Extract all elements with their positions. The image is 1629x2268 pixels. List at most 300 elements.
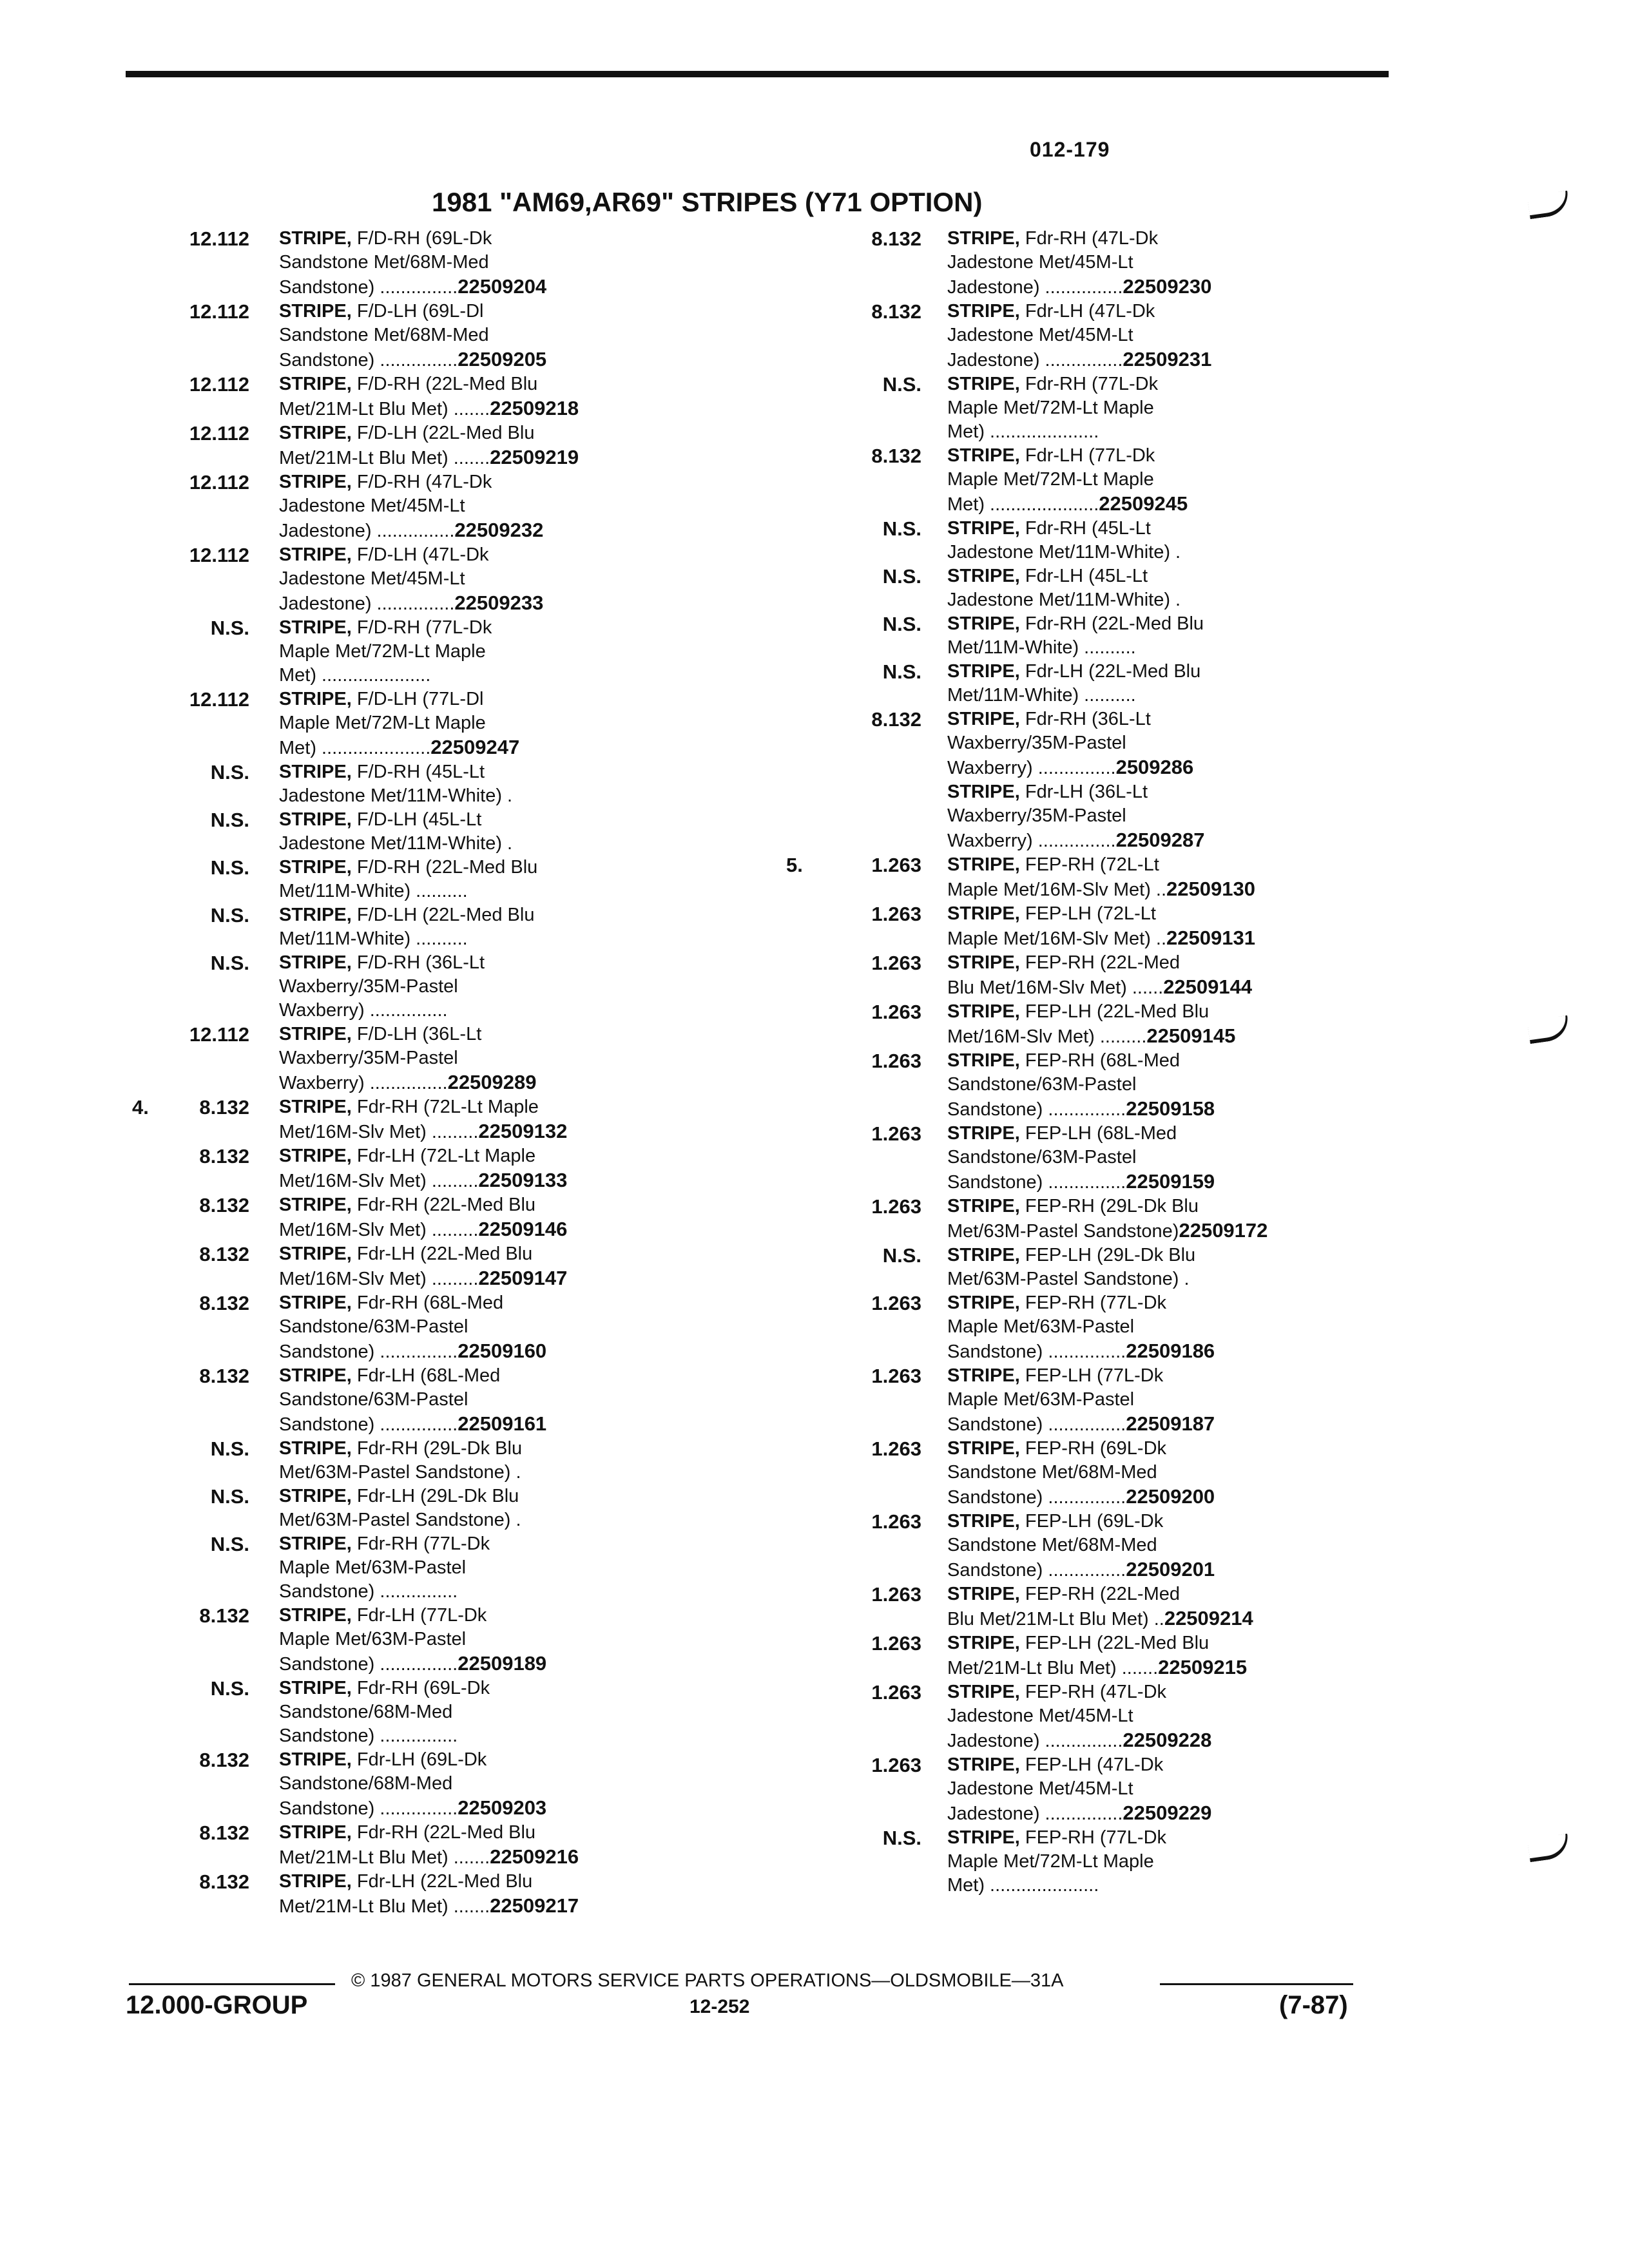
part-description: [947, 780, 1405, 853]
part-description: [947, 1291, 1405, 1364]
part-number: 22509160: [458, 1340, 547, 1362]
part-number: 22509233: [454, 591, 544, 614]
description-line: [947, 1680, 1405, 1704]
description-text: Jadestone Met/11M-White) .: [279, 785, 513, 806]
part-name: STRIPE,: [279, 1195, 352, 1215]
part-name: STRIPE,: [279, 1533, 352, 1554]
description-line: [279, 227, 725, 251]
description-text: Sandstone/63M-Pastel: [947, 1074, 1137, 1095]
part-name: STRIPE,: [279, 1871, 352, 1892]
part-description: [279, 421, 725, 470]
description-line: [947, 1049, 1405, 1073]
part-description: [279, 616, 725, 687]
part-number: 22509287: [1115, 829, 1205, 851]
description-line: [947, 828, 1405, 853]
left-column: [126, 227, 725, 1919]
part-description: [279, 1193, 725, 1242]
description-line: [947, 731, 1405, 755]
description-line: [279, 1532, 725, 1556]
description-text: Sandstone/63M-Pastel: [947, 1147, 1137, 1168]
description-text: Fdr-LH (45L-Lt: [1025, 566, 1148, 586]
description-line: [947, 444, 1405, 468]
parts-entry: [126, 1748, 725, 1821]
description-line: [947, 660, 1405, 684]
reference-number: N.S.: [210, 617, 249, 639]
description-text: FEP-RH (22L-Med: [1025, 1584, 1180, 1604]
part-name: STRIPE,: [947, 1050, 1020, 1071]
part-name: STRIPE,: [947, 1123, 1020, 1144]
illustration-group-number: 4.: [132, 1096, 149, 1119]
part-description: [279, 856, 725, 903]
part-description: [947, 300, 1405, 372]
parts-entry: [126, 1437, 725, 1485]
part-description: [947, 707, 1405, 780]
description-line: [279, 711, 725, 735]
description-text: F/D-LH (22L-Med Blu: [356, 905, 535, 925]
description-line: [279, 735, 725, 760]
description-line: [947, 1364, 1405, 1388]
reference-number: 8.132: [199, 1821, 249, 1844]
description-line: [279, 640, 725, 664]
description-line: [947, 707, 1405, 731]
part-description: [279, 372, 725, 421]
description-line: [279, 1821, 725, 1845]
parts-entry: [126, 951, 725, 1023]
part-number: 22509232: [454, 519, 544, 541]
description-text: Met/16M-Slv Met) .........: [279, 1171, 479, 1191]
description-text: Fdr-RH (22L-Med Blu: [1025, 613, 1204, 634]
part-description: [279, 808, 725, 856]
description-text: Met/63M-Pastel Sandstone) .: [947, 1269, 1190, 1289]
description-text: Sandstone) ...............: [947, 1172, 1126, 1193]
parts-entry: [126, 372, 725, 421]
description-text: Jadestone Met/45M-Lt: [279, 568, 465, 589]
revision-date: (7-87): [1279, 1991, 1348, 2019]
part-description: [279, 543, 725, 616]
reference-number: 8.132: [199, 1365, 249, 1387]
description-text: F/D-RH (22L-Med Blu: [356, 857, 538, 878]
part-name: STRIPE,: [947, 1511, 1020, 1532]
description-text: F/D-LH (36L-Lt: [356, 1024, 482, 1044]
description-line: [279, 470, 725, 494]
description-line: [947, 1291, 1405, 1315]
part-description: [279, 227, 725, 300]
footer-rule-right: [1160, 1983, 1353, 1985]
part-description: [947, 372, 1405, 444]
description-line: [279, 1437, 725, 1461]
description-line: [947, 1024, 1405, 1049]
reference-number: 12.112: [189, 227, 249, 250]
part-number: 22509132: [478, 1120, 568, 1142]
description-text: FEP-LH (72L-Lt: [1025, 903, 1156, 924]
description-line: [279, 1870, 725, 1894]
part-description: [947, 517, 1405, 564]
description-text: Sandstone) ...............: [279, 1725, 458, 1746]
description-line: [947, 323, 1405, 347]
description-line: [947, 612, 1405, 636]
description-line: [279, 856, 725, 879]
description-line: [947, 420, 1405, 444]
description-line: [947, 1146, 1405, 1169]
parts-entry: [126, 1677, 725, 1748]
part-number: 22509146: [478, 1218, 568, 1240]
parts-entry: [793, 1582, 1405, 1631]
description-text: Sandstone/68M-Med: [279, 1702, 453, 1722]
description-line: [279, 518, 725, 543]
description-line: [279, 903, 725, 927]
description-text: Fdr-RH (29L-Dk Blu: [356, 1438, 523, 1459]
description-text: Maple Met/16M-Slv Met) ..: [947, 879, 1167, 900]
description-text: Met/63M-Pastel Sandstone) .: [279, 1462, 521, 1483]
description-line: [947, 588, 1405, 612]
description-text: Fdr-LH (22L-Med Blu: [356, 1244, 533, 1264]
part-description: [947, 227, 1405, 300]
reference-number: 1.263: [871, 1754, 921, 1776]
description-text: Sandstone) ...............: [279, 1414, 458, 1435]
description-line: [279, 1845, 725, 1870]
part-description: [947, 1510, 1405, 1582]
description-text: Met/16M-Slv Met) .........: [947, 1026, 1147, 1047]
description-line: [947, 1850, 1405, 1874]
parts-entry: [793, 612, 1405, 660]
part-number: 22509215: [1158, 1656, 1248, 1678]
reference-number: 8.132: [199, 1096, 249, 1119]
parts-entry: [126, 1870, 725, 1919]
reference-number: N.S.: [882, 613, 921, 635]
description-text: Sandstone Met/68M-Med: [947, 1535, 1157, 1555]
page-code: 012-179: [1030, 138, 1110, 161]
description-line: [947, 1753, 1405, 1777]
part-name: STRIPE,: [947, 1682, 1020, 1702]
description-text: Met/16M-Slv Met) .........: [279, 1220, 479, 1240]
description-text: Fdr-RH (72L-Lt Maple: [356, 1097, 539, 1117]
part-name: STRIPE,: [279, 228, 352, 249]
description-text: FEP-LH (77L-Dk: [1025, 1365, 1164, 1386]
part-description: [947, 1000, 1405, 1049]
part-name: STRIPE,: [947, 1245, 1020, 1265]
description-line: [947, 492, 1405, 517]
part-number: 22509204: [458, 275, 547, 298]
description-text: F/D-RH (77L-Dk: [356, 617, 492, 638]
description-line: [279, 1700, 725, 1724]
description-line: [947, 372, 1405, 396]
parts-entry: [126, 856, 725, 903]
reference-number: N.S.: [210, 1437, 249, 1460]
description-line: [947, 1704, 1405, 1728]
description-line: [279, 445, 725, 470]
parts-entry: [126, 1604, 725, 1677]
part-description: [279, 687, 725, 760]
parts-entry: [126, 808, 725, 856]
part-number: 22509218: [490, 397, 579, 419]
reference-number: 12.112: [189, 1023, 249, 1046]
description-text: Fdr-RH (77L-Dk: [1025, 374, 1159, 394]
part-description: [947, 612, 1405, 660]
reference-number: N.S.: [210, 856, 249, 879]
part-description: [279, 1144, 725, 1193]
description-line: [947, 755, 1405, 780]
description-line: [947, 926, 1405, 951]
parts-entry: [793, 1680, 1405, 1753]
reference-number: N.S.: [210, 809, 249, 831]
parts-entry: [793, 1510, 1405, 1582]
description-line: [947, 1073, 1405, 1097]
description-line: [947, 274, 1405, 300]
description-text: Sandstone) ...............: [947, 1414, 1126, 1435]
description-text: Sandstone) ...............: [947, 1341, 1126, 1362]
description-text: Blu Met/21M-Lt Blu Met) ..: [947, 1609, 1164, 1629]
check-mark-icon: [1527, 1834, 1570, 1862]
part-name: STRIPE,: [947, 1196, 1020, 1216]
part-number: 22509145: [1146, 1024, 1236, 1047]
part-description: [947, 1364, 1405, 1437]
description-line: [947, 1097, 1405, 1122]
part-number: 22509219: [490, 446, 579, 468]
part-number: 22509245: [1099, 492, 1188, 515]
part-name: STRIPE,: [279, 1678, 352, 1698]
group-label: 12.000-GROUP: [126, 1991, 308, 2019]
reference-number: N.S.: [882, 565, 921, 588]
parts-entry: [126, 1023, 725, 1095]
reference-number: 8.132: [199, 1194, 249, 1216]
description-text: Jadestone) ...............: [279, 521, 455, 541]
reference-number: 1.263: [871, 1510, 921, 1533]
part-name: STRIPE,: [947, 661, 1020, 682]
reference-number: 1.263: [871, 1122, 921, 1145]
description-text: Met) .....................: [279, 665, 431, 686]
description-text: FEP-RH (47L-Dk: [1025, 1682, 1167, 1702]
reference-number: 8.132: [199, 1292, 249, 1314]
description-line: [947, 1631, 1405, 1655]
parts-entry: [793, 707, 1405, 780]
description-text: Sandstone Met/68M-Med: [947, 1462, 1157, 1483]
part-number: 22509289: [447, 1071, 537, 1093]
description-line: [947, 975, 1405, 1000]
part-number: 22509161: [458, 1412, 547, 1435]
parts-entry: [793, 1753, 1405, 1826]
part-number: 22509230: [1123, 275, 1212, 298]
part-number: 22509203: [458, 1796, 547, 1819]
description-line: [279, 687, 725, 711]
parts-entry: [793, 1291, 1405, 1364]
description-text: Sandstone Met/68M-Med: [279, 252, 489, 273]
description-text: Jadestone Met/11M-White) .: [947, 542, 1181, 562]
description-line: [947, 1533, 1405, 1557]
part-name: STRIPE,: [279, 809, 352, 830]
reference-number: 1.263: [871, 1292, 921, 1314]
description-line: [279, 421, 725, 445]
description-text: Fdr-RH (77L-Dk: [356, 1533, 490, 1554]
part-description: [279, 1291, 725, 1364]
reference-number: 8.132: [199, 1243, 249, 1265]
description-text: Met/16M-Slv Met) .........: [279, 1269, 479, 1289]
description-text: F/D-RH (47L-Dk: [356, 472, 492, 492]
part-name: STRIPE,: [279, 762, 352, 782]
description-line: [947, 1655, 1405, 1680]
description-line: [947, 1315, 1405, 1339]
description-line: [279, 372, 725, 396]
part-name: STRIPE,: [279, 857, 352, 878]
parts-entry: [126, 543, 725, 616]
description-text: Met/16M-Slv Met) .........: [279, 1122, 479, 1142]
check-mark-icon: [1527, 191, 1570, 219]
description-text: Jadestone Met/45M-Lt: [947, 252, 1133, 273]
parts-entry: [126, 1144, 725, 1193]
part-name: STRIPE,: [947, 903, 1020, 924]
description-text: F/D-LH (22L-Med Blu: [356, 423, 535, 443]
description-text: Jadestone Met/45M-Lt: [947, 1706, 1133, 1726]
part-name: STRIPE,: [947, 709, 1020, 729]
description-line: [279, 1023, 725, 1046]
part-name: STRIPE,: [947, 1754, 1020, 1775]
part-description: [947, 1753, 1405, 1826]
description-text: FEP-LH (22L-Med Blu: [1025, 1633, 1210, 1653]
description-line: [279, 784, 725, 808]
description-line: [279, 1556, 725, 1580]
description-line: [947, 517, 1405, 541]
part-description: [947, 1244, 1405, 1291]
reference-number: N.S.: [210, 904, 249, 927]
part-number: 22509159: [1126, 1170, 1215, 1193]
reference-number: N.S.: [210, 952, 249, 974]
description-line: [947, 1195, 1405, 1218]
description-line: [279, 1388, 725, 1412]
description-text: Sandstone/63M-Pastel: [279, 1316, 468, 1337]
part-description: [279, 1437, 725, 1485]
description-line: [947, 468, 1405, 492]
part-number: 22509158: [1126, 1097, 1215, 1120]
reference-number: 1.263: [871, 1001, 921, 1023]
description-text: Met) .....................: [947, 494, 1099, 515]
reference-number: 1.263: [871, 1050, 921, 1072]
parts-entry: [793, 564, 1405, 612]
parts-entry: [793, 1049, 1405, 1122]
description-line: [947, 1510, 1405, 1533]
description-text: Jadestone) ...............: [947, 277, 1123, 298]
description-line: [947, 1826, 1405, 1850]
part-number: 2509286: [1115, 756, 1194, 778]
description-line: [947, 1000, 1405, 1024]
part-number: 22509200: [1126, 1485, 1215, 1508]
description-text: Sandstone) ...............: [947, 1099, 1126, 1120]
description-text: Met/63M-Pastel Sandstone) .: [279, 1510, 521, 1530]
parts-entry: [126, 1821, 725, 1870]
description-text: F/D-RH (22L-Med Blu: [356, 374, 538, 394]
description-text: F/D-RH (69L-Dk: [356, 228, 492, 249]
parts-entry: [793, 227, 1405, 300]
part-description: [279, 1242, 725, 1291]
description-text: Met/21M-Lt Blu Met) .......: [279, 399, 490, 419]
description-line: [947, 1218, 1405, 1244]
description-line: [947, 1169, 1405, 1195]
description-text: FEP-LH (69L-Dk: [1025, 1511, 1164, 1532]
description-text: F/D-LH (69L-Dl: [356, 301, 484, 322]
description-line: [279, 1485, 725, 1508]
reference-number: N.S.: [882, 373, 921, 396]
parts-entry: [793, 1244, 1405, 1291]
description-line: [947, 1582, 1405, 1606]
description-text: Fdr-LH (47L-Dk: [1025, 301, 1155, 322]
part-name: STRIPE,: [947, 1293, 1020, 1313]
part-name: STRIPE,: [279, 1486, 352, 1506]
part-description: [279, 1532, 725, 1604]
reference-number: 12.112: [189, 373, 249, 396]
description-line: [279, 1796, 725, 1821]
part-description: [279, 1364, 725, 1437]
description-text: Jadestone) ...............: [279, 593, 455, 614]
description-text: Maple Met/72M-Lt Maple: [279, 713, 486, 733]
part-name: STRIPE,: [947, 952, 1020, 973]
description-text: Maple Met/63M-Pastel: [947, 1316, 1135, 1337]
reference-number: 1.263: [871, 1437, 921, 1460]
part-name: STRIPE,: [947, 1633, 1020, 1653]
part-number: 22509130: [1166, 878, 1255, 900]
description-text: Met/21M-Lt Blu Met) .......: [279, 1847, 490, 1868]
part-name: STRIPE,: [947, 782, 1020, 802]
description-line: [279, 1339, 725, 1364]
part-name: STRIPE,: [947, 518, 1020, 539]
description-text: Sandstone) ...............: [947, 1487, 1126, 1508]
reference-number: 1.263: [871, 952, 921, 974]
description-line: [279, 1266, 725, 1291]
part-description: [947, 853, 1405, 902]
description-line: [947, 1777, 1405, 1801]
description-text: Met/63M-Pastel Sandstone): [947, 1221, 1179, 1242]
description-line: [947, 1874, 1405, 1898]
parts-entry: [793, 1826, 1405, 1898]
reference-number: 8.132: [871, 300, 921, 323]
description-line: [279, 1217, 725, 1242]
description-line: [947, 1485, 1405, 1510]
description-text: F/D-LH (47L-Dk: [356, 544, 489, 565]
description-line: [279, 323, 725, 347]
part-description: [947, 951, 1405, 1000]
description-text: Fdr-LH (68L-Med: [356, 1365, 501, 1386]
right-column: [786, 227, 1405, 1898]
description-text: Met/11M-White) ..........: [947, 685, 1136, 706]
description-line: [947, 684, 1405, 707]
description-line: [279, 808, 725, 832]
description-text: Jadestone Met/45M-Lt: [279, 495, 465, 516]
description-text: Sandstone) ...............: [279, 1798, 458, 1819]
description-line: [279, 1242, 725, 1266]
part-name: STRIPE,: [279, 1024, 352, 1044]
description-text: Waxberry/35M-Pastel: [279, 976, 458, 997]
description-line: [947, 251, 1405, 274]
description-line: [947, 804, 1405, 828]
description-line: [279, 300, 725, 323]
description-line: [947, 1437, 1405, 1461]
part-name: STRIPE,: [947, 566, 1020, 586]
description-text: Maple Met/72M-Lt Maple: [279, 641, 486, 662]
description-text: Met/21M-Lt Blu Met) .......: [279, 448, 490, 468]
description-line: [947, 780, 1405, 804]
description-text: FEP-RH (77L-Dk: [1025, 1827, 1167, 1848]
reference-number: 1.263: [871, 1195, 921, 1218]
description-text: Sandstone Met/68M-Med: [279, 325, 489, 345]
description-text: Sandstone) ...............: [279, 1654, 458, 1675]
description-line: [947, 1461, 1405, 1485]
description-line: [947, 347, 1405, 372]
part-name: STRIPE,: [947, 854, 1020, 875]
part-name: STRIPE,: [947, 228, 1020, 249]
description-line: [279, 616, 725, 640]
part-number: 22509144: [1163, 975, 1253, 998]
parts-entry: [793, 1437, 1405, 1510]
reference-number: 8.132: [199, 1870, 249, 1893]
description-text: Jadestone) ...............: [947, 350, 1123, 370]
description-text: Waxberry) ...............: [947, 758, 1116, 778]
